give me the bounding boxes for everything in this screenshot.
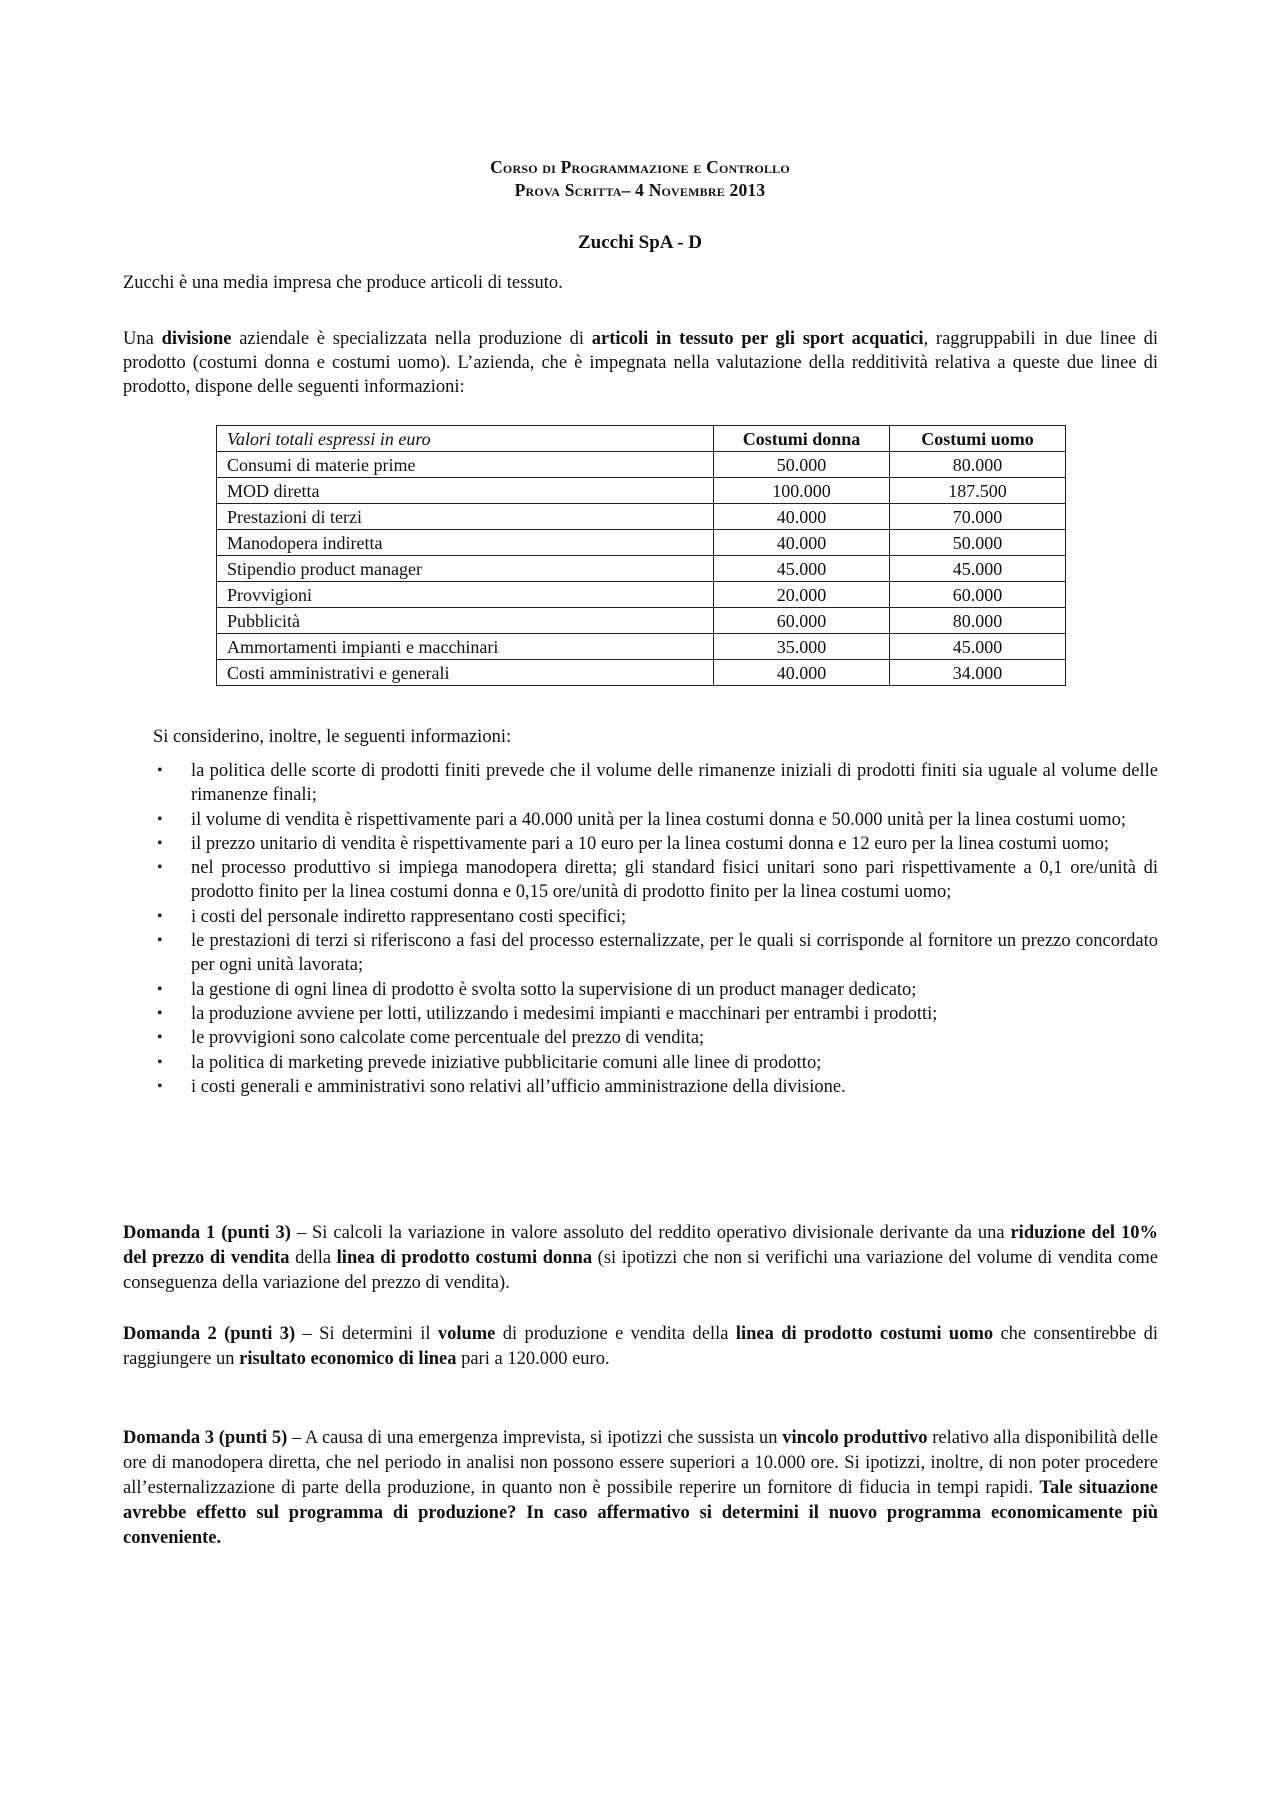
value-donna: 45.000 bbox=[714, 556, 890, 582]
list-item: • la gestione di ogni linea di prodotto è svolta sotto la supervisione di un product manager dedicato; bbox=[153, 978, 1158, 1002]
value-uomo: 80.000 bbox=[890, 452, 1066, 478]
table-row bbox=[217, 556, 1066, 582]
additional-info-intro: Si considerino, inoltre, le seguenti informazioni: bbox=[153, 727, 512, 747]
row-label: Prestazioni di terzi bbox=[217, 504, 714, 530]
table-row bbox=[217, 582, 1066, 608]
bullet-icon: • bbox=[157, 1077, 163, 1095]
question-1: Domanda 1 (punti 3) – Si calcoli la variazione in valore assoluto del reddito operativo divisionale derivante da una riduzione del 10% del prezzo di vendita della linea di prodotto costumi donna (si ipotizzi che non si verifichi una variazione del volume di vendita come conseguenza della variazione del prezzo di vendita). bbox=[123, 1223, 1159, 1293]
value-uomo: 187.500 bbox=[890, 478, 1066, 504]
value-donna: 40.000 bbox=[714, 504, 890, 530]
value-uomo: 60.000 bbox=[890, 582, 1066, 608]
bullet-icon: • bbox=[157, 1004, 163, 1022]
list-item: • le provvigioni sono calcolate come percentuale del prezzo di vendita; bbox=[153, 1026, 1158, 1050]
value-uomo: 80.000 bbox=[890, 608, 1066, 634]
bullet-icon: • bbox=[157, 907, 163, 925]
value-uomo: 70.000 bbox=[890, 504, 1066, 530]
additional-info-list bbox=[153, 759, 1158, 1099]
table-row bbox=[217, 634, 1066, 660]
row-label: Manodopera indiretta bbox=[217, 530, 714, 556]
bullet-icon: • bbox=[157, 859, 163, 877]
list-item: • la produzione avviene per lotti, utilizzando i medesimi impianti e macchinari per entrambi i prodotti; bbox=[153, 1002, 1158, 1026]
intro-sentence: Zucchi è una media impresa che produce articoli di tessuto. bbox=[123, 273, 563, 293]
row-label: MOD diretta bbox=[217, 478, 714, 504]
table-row bbox=[217, 530, 1066, 556]
table-row bbox=[217, 504, 1066, 530]
list-item: • il prezzo unitario di vendita è rispettivamente pari a 10 euro per la linea costumi donna e 12 euro per la linea costumi uomo; bbox=[153, 832, 1158, 856]
table-header-row bbox=[217, 426, 1066, 452]
table-header-cell: Costumi uomo bbox=[890, 426, 1066, 452]
value-uomo: 45.000 bbox=[890, 556, 1066, 582]
value-uomo: 45.000 bbox=[890, 634, 1066, 660]
table-row bbox=[217, 608, 1066, 634]
value-donna: 20.000 bbox=[714, 582, 890, 608]
bullet-icon: • bbox=[157, 1029, 163, 1047]
intro-paragraph: Una divisione aziendale è specializzata nella produzione di articoli in tessuto per gli sport acquatici, raggruppabili in due linee di prodotto (costumi donna e costumi uomo). L’azienda, che è impegnata nella valutazione della redditività relativa a queste due linee di prodotto, dispone delle seguenti informazioni: bbox=[123, 329, 1158, 397]
bullet-icon: • bbox=[157, 810, 163, 828]
value-donna: 40.000 bbox=[714, 660, 890, 686]
bullet-icon: • bbox=[157, 834, 163, 852]
value-donna: 60.000 bbox=[714, 608, 890, 634]
list-item: • la politica delle scorte di prodotti finiti prevede che il volume delle rimanenze iniziali di prodotti finiti sia uguale al volume delle rimanenze finali; bbox=[157, 761, 1158, 806]
list-item: • il volume di vendita è rispettivamente pari a 40.000 unità per la linea costumi donna e 50.000 unità per la linea costumi uomo; bbox=[153, 808, 1158, 832]
value-uomo: 50.000 bbox=[890, 530, 1066, 556]
list-item: • la politica di marketing prevede iniziative pubblicitarie comuni alle linee di prodotto; bbox=[153, 1051, 1158, 1075]
row-label: Pubblicità bbox=[217, 608, 714, 634]
row-label: Consumi di materie prime bbox=[217, 452, 714, 478]
bullet-icon: • bbox=[157, 932, 163, 950]
bullet-icon: • bbox=[157, 1053, 163, 1071]
table-row bbox=[217, 452, 1066, 478]
course-title: Corso di Programmazione e Controllo bbox=[490, 157, 790, 177]
table-row bbox=[217, 478, 1066, 504]
value-uomo: 34.000 bbox=[890, 660, 1066, 686]
bullet-icon: • bbox=[157, 980, 163, 998]
bullet-icon: • bbox=[157, 762, 163, 779]
list-item: • le prestazioni di terzi si riferiscono a fasi del processo esternalizzate, per le quali si corrisponde al fornitore un prezzo concordato per ogni unità lavorata; bbox=[157, 931, 1158, 976]
case-title: Zucchi SpA - D bbox=[577, 232, 703, 253]
table-header-cell: Valori totali espressi in euro bbox=[217, 426, 714, 452]
value-donna: 100.000 bbox=[714, 478, 890, 504]
list-item: • i costi generali e amministrativi sono relativi all’ufficio amministrazione della divisione. bbox=[153, 1075, 1158, 1099]
row-label: Provvigioni bbox=[217, 582, 714, 608]
row-label: Costi amministrativi e generali bbox=[217, 660, 714, 686]
value-donna: 40.000 bbox=[714, 530, 890, 556]
table-header-cell: Costumi donna bbox=[714, 426, 890, 452]
value-donna: 50.000 bbox=[714, 452, 890, 478]
row-label: Ammortamenti impianti e macchinari bbox=[217, 634, 714, 660]
cost-table bbox=[216, 425, 1066, 686]
row-label: Stipendio product manager bbox=[217, 556, 714, 582]
list-item: • nel processo produttivo si impiega manodopera diretta; gli standard fisici unitari sono pari rispettivamente a 0,1 ore/unità di prodotto finito per la linea costumi donna e 0,15 ore/unità di prodotto finito per la linea costumi uomo; bbox=[157, 858, 1158, 903]
question-2: Domanda 2 (punti 3) – Si determini il volume di produzione e vendita della linea di prodotto costumi uomo che consentirebbe di raggiungere un risultato economico di linea pari a 120.000 euro. bbox=[123, 1324, 1158, 1369]
table-row bbox=[217, 660, 1066, 686]
question-3: Domanda 3 (punti 5) – A causa di una emergenza imprevista, si ipotizzi che sussista un vincolo produttivo relativo alla disponibilità delle ore di manodopera diretta, che nel periodo in analisi non possono essere superiori a 10.000 ore. Si ipotizzi, inoltre, di non poter procedere all’esternalizzazione di parte della produzione, in quanto non è possibile reperire un fornitore di fiducia in tempi rapidi. Tale situazione avrebbe effetto sul programma di produzione? In caso affermativo si determini il nuovo programma economicamente più conveniente. bbox=[123, 1428, 1158, 1548]
value-donna: 35.000 bbox=[714, 634, 890, 660]
exam-date: Prova Scritta– 4 Novembre 2013 bbox=[514, 180, 766, 200]
list-item: • i costi del personale indiretto rappresentano costi specifici; bbox=[153, 905, 1158, 929]
